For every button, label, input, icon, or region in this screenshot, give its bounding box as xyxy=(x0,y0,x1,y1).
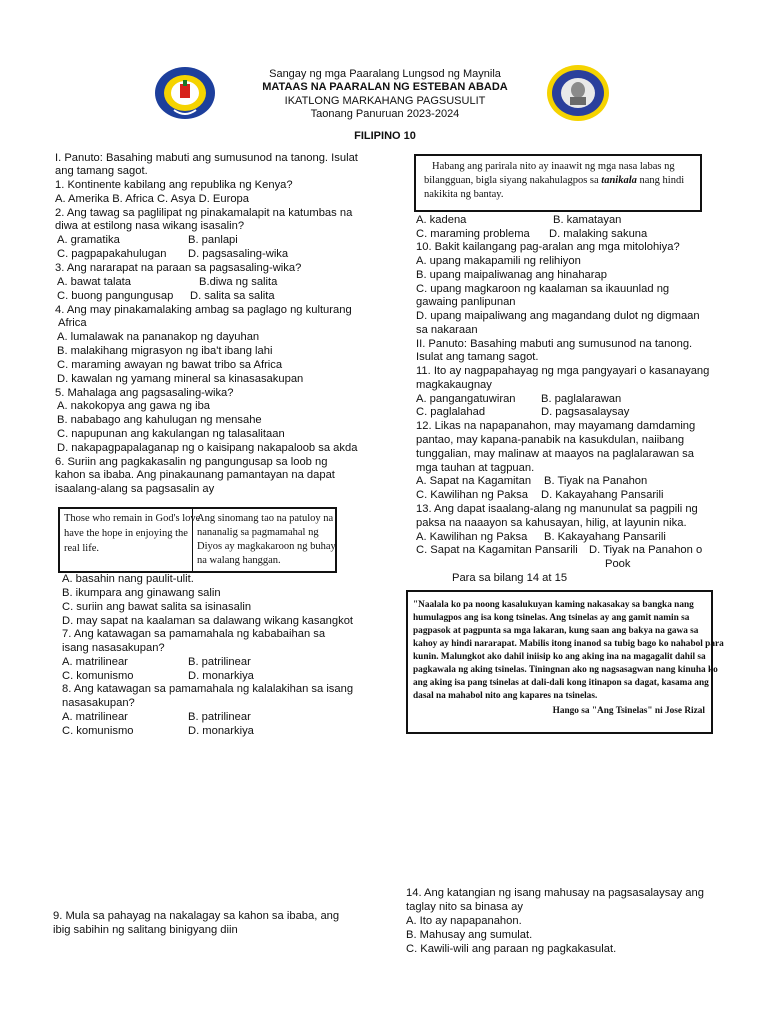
box-text-segment: nang hindi xyxy=(639,175,685,186)
question-9: ibig sabihin ng salitang binigyang diin xyxy=(53,924,238,936)
passage-line: ang aking isa pang tsinelas at dali-dali kong itinapon sa dagat, kasama ang xyxy=(413,678,709,688)
option: B.diwa ng salita xyxy=(199,276,278,288)
option: C. buong pangungusap xyxy=(57,290,174,302)
english-text-line: Those who remain in God's love xyxy=(64,513,201,524)
subject-title: FILIPINO 10 xyxy=(354,130,416,142)
option: C. napupunan ang kakulangan ng talasalitaan xyxy=(57,428,285,440)
passage-source: Hango sa "Ang Tsinelas" ni Jose Rizal xyxy=(552,706,705,716)
division-logo xyxy=(154,66,216,120)
option: B. Mahusay ang sumulat. xyxy=(406,929,533,941)
school-name: MATAAS NA PAARALAN NG ESTEBAN ABADA xyxy=(262,81,508,93)
question-5: 5. Mahalaga ang pagsasaling-wika? xyxy=(55,387,234,399)
option: C. komunismo xyxy=(62,725,134,737)
option: A. kadena xyxy=(416,214,467,226)
option: A. nakokopya ang gawa ng iba xyxy=(57,400,211,412)
option: B. malakihang migrasyon ng iba't ibang lahi xyxy=(57,345,273,357)
instruction-line: ang tamang sagot. xyxy=(55,165,148,177)
question-11: 11. Ito ay nagpapahayag ng mga pangyayari o kasanayang xyxy=(416,365,710,377)
option: C. suriin ang bawat salita sa isinasalin xyxy=(62,601,252,613)
option: D. upang maipaliwang ang magandang dulot ng digmaan xyxy=(416,310,700,322)
option: A. upang makapamili ng relihiyon xyxy=(416,255,581,267)
question-3: 3. Ang nararapat na paraan sa pagsasaling-wika? xyxy=(55,262,302,274)
option: A. bawat talata xyxy=(57,276,132,288)
passage-line: pagkawala ng aking tsinelas. Tiningnan ako ng nagsasagwan nang kinuha ko xyxy=(413,665,718,675)
filipino-text-line: Diyos ay magkakaroon ng buhay xyxy=(197,541,336,552)
option: D. kawalan ng yamang mineral sa kinasasakupan xyxy=(57,373,304,385)
question-13: 13. Ang dapat isaalang-alang ng manunulat sa pagpili ng xyxy=(416,503,698,515)
english-text-line: real life. xyxy=(64,543,99,554)
instruction-line: I. Panuto: Basahing mabuti ang sumusunod na tanong. Isulat xyxy=(55,152,358,164)
passage-line: "Naalala ko pa noong kasalukuyan kaming nakasakay sa bangka nang xyxy=(413,600,694,610)
option: B. Tiyak na Panahon xyxy=(544,475,648,487)
option: A. Kawilihan ng Paksa xyxy=(416,531,528,543)
question-13: paksa na naaayon sa kahusayan, hilig, at layunin nika. xyxy=(416,517,687,529)
filipino-text-line: nananalig sa pagmamahal ng xyxy=(197,527,319,538)
question-12: pantao, may kapana-panabik na kasukdulan, naiibang xyxy=(416,434,685,446)
question-2: 2. Ang tawag sa paglilipat ng pinakamalapit na katumbas na xyxy=(55,207,353,219)
option: A. pangangatuwiran xyxy=(416,393,516,405)
question-4: Africa xyxy=(58,317,87,329)
question-7: isang nasasakupan? xyxy=(62,642,165,654)
box-text-line: nakikita ng bantay. xyxy=(424,189,504,200)
translation-filipino-cell xyxy=(194,509,334,571)
option: D. salita sa salita xyxy=(190,290,275,302)
school-logo xyxy=(546,64,610,122)
option: B. ikumpara ang ginawang salin xyxy=(62,587,221,599)
option: D. malaking sakuna xyxy=(549,228,648,240)
option: C. upang magkaroon ng kaalaman sa ikauunlad ng xyxy=(416,283,670,295)
box-text-line: Habang ang parirala nito ay inaawit ng mga nasa labas ng xyxy=(432,161,675,172)
translation-english-cell xyxy=(60,509,201,571)
question-9-box xyxy=(414,154,702,212)
option: C. Kawilihan ng Paksa xyxy=(416,489,528,501)
option: A. Sapat na Kagamitan xyxy=(416,475,532,487)
option: A. gramatika xyxy=(57,234,120,246)
option: A. matrilinear xyxy=(62,656,128,668)
passage-line: pagpasok at pagpunta sa mga lakaran, kung saan ang bakya na gawa sa xyxy=(413,626,699,636)
option: sa nakaraan xyxy=(416,324,478,336)
option: D. nakapagpapalaganap ng o kaisipang nakapaloob sa akda xyxy=(57,442,358,454)
filipino-text-line: na walang hanggan. xyxy=(197,555,281,566)
passage-label: Para sa bilang 14 at 15 xyxy=(452,572,568,584)
option: B. paglalarawan xyxy=(541,393,622,405)
question-12: mga tauhan at tagpuan. xyxy=(416,462,535,474)
option: D. may sapat na kaalaman sa dalawang wikang kasangkot xyxy=(62,615,354,627)
option: Pook xyxy=(605,558,631,570)
option: D. monarkiya xyxy=(188,725,254,737)
option: A. Ito ay napapanahon. xyxy=(406,915,522,927)
option: B. nababago ang kahulugan ng mensahe xyxy=(57,414,262,426)
option: A. matrilinear xyxy=(62,711,128,723)
option: B. kamatayan xyxy=(553,214,622,226)
instruction-line: II. Panuto: Basahing mabuti ang sumusunod na tanong. xyxy=(416,338,693,350)
english-text-line: have the hope in enjoying the xyxy=(64,528,188,539)
question-14: taglay nito sa binasa ay xyxy=(406,901,523,913)
option: C. Kawili-wili ang paraan ng pagkakasulat. xyxy=(406,943,617,955)
question-1: 1. Kontinente kabilang ang republika ng Kenya? xyxy=(55,179,293,191)
option: D. pagsasalaysay xyxy=(541,406,630,418)
option: D. Kakayahang Pansarili xyxy=(541,489,664,501)
question-6: kahon sa ibaba. Ang pinakaunang pamantayan na dapat xyxy=(55,469,335,481)
question-9: 9. Mula sa pahayag na nakalagay sa kahon sa ibaba, ang xyxy=(53,910,340,922)
option: D. monarkiya xyxy=(188,670,254,682)
passage-line: humulagpos ang isa kong tsinelas. Ang tsinelas ay ang gamit namin sa xyxy=(413,613,690,623)
passage-line: dasal na mahabol nito ang kapares na tsinelas. xyxy=(413,691,598,701)
option: C. maraming awayan ng bawat tribo sa Africa xyxy=(57,359,283,371)
translation-box xyxy=(58,507,337,573)
option: gawaing panlipunan xyxy=(416,296,516,308)
question-4: 4. Ang may pinakamalaking ambag sa paglago ng kulturang xyxy=(55,304,352,316)
option: B. upang maipaliwanag ang hinaharap xyxy=(416,269,607,281)
option: D. pagsasaling-wika xyxy=(188,248,289,260)
question-1-options: A. Amerika B. Africa C. Asya D. Europa xyxy=(55,193,249,205)
option: C. Sapat na Kagamitan Pansarili xyxy=(416,544,578,556)
question-7: 7. Ang katawagan sa pamamahala ng kababaihan sa xyxy=(62,628,326,640)
question-2: diwa at estilong nasa wikang isasalin? xyxy=(55,220,245,232)
option: B. patrilinear xyxy=(188,656,251,668)
emphasized-word: tanikala xyxy=(601,175,637,186)
option: B. Kakayahang Pansarili xyxy=(544,531,666,543)
option: A. basahin nang paulit-ulit. xyxy=(62,573,194,585)
school-year: Taonang Panuruan 2023-2024 xyxy=(310,108,460,120)
option: B. panlapi xyxy=(188,234,238,246)
option: C. maraming problema xyxy=(416,228,530,240)
question-6: isaalang-alang sa pagsasalin ay xyxy=(55,483,215,495)
question-14: 14. Ang katangian ng isang mahusay na pagsasalaysay ang xyxy=(406,887,704,899)
passage-box xyxy=(406,590,724,734)
question-12: 12. Likas na napapanahon, may mayamang damdaming xyxy=(416,420,696,432)
question-8: nasasakupan? xyxy=(62,697,135,709)
question-10: 10. Bakit kailangang pag-aralan ang mga mitolohiya? xyxy=(416,241,680,253)
passage-line: kahoy ay hindi nararapat. Mabilis itong inanod sa tubig bago ko nahabol para xyxy=(413,639,724,649)
option: C. paglalahad xyxy=(416,406,486,418)
instruction-line: Isulat ang tamang sagot. xyxy=(416,351,539,363)
filipino-text-line: Ang sinomang tao na patuloy na xyxy=(197,513,334,524)
division-name: Sangay ng mga Paaralang Lungsod ng Maynila xyxy=(269,68,501,80)
passage-line: kunin. Malungkot ako dahil iniisip ko ang aking ina na magagalit dahil sa xyxy=(413,652,706,662)
box-text-segment: bilangguan, bigla siyang nakahulagpos sa xyxy=(424,175,599,186)
box-text-line xyxy=(424,174,684,187)
question-11: magkakaugnay xyxy=(416,379,492,391)
question-8: 8. Ang katawagan sa pamamahala ng kalalakihan sa isang xyxy=(62,683,354,695)
option: D. Tiyak na Panahon o xyxy=(589,544,703,556)
exam-title: IKATLONG MARKAHANG PAGSUSULIT xyxy=(284,95,486,107)
option: B. patrilinear xyxy=(188,711,251,723)
option: C. pagpapakahulugan xyxy=(57,248,167,260)
option: C. komunismo xyxy=(62,670,134,682)
option: A. lumalawak na pananakop ng dayuhan xyxy=(57,331,260,343)
question-6: 6. Suriin ang pagkakasalin ng pangungusap sa loob ng xyxy=(55,456,328,468)
question-12: tunggalian, may malinaw at maayos na paglalarawan sa xyxy=(416,448,694,460)
